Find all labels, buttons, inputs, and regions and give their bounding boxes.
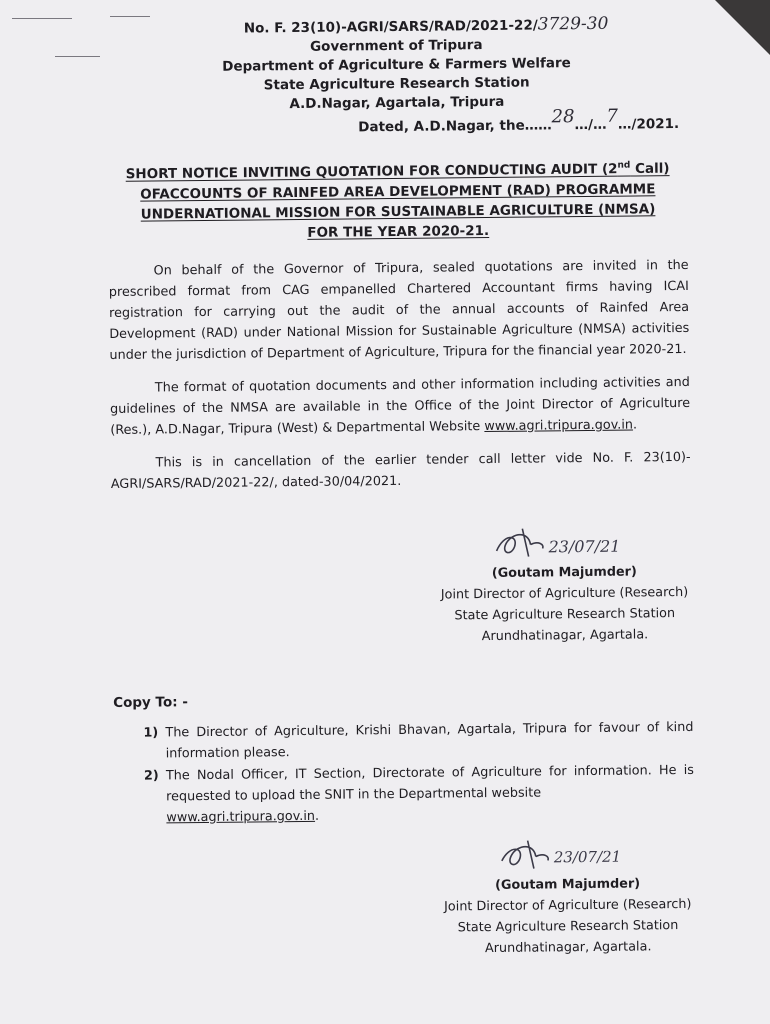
reference-number: No. F. 23(10)-AGRI/SARS/RAD/2021-22/3729-30 bbox=[243, 13, 609, 37]
signatory-office: State Agriculture Research Station bbox=[457, 917, 679, 935]
signatory-designation: Joint Director of Agriculture (Research) bbox=[440, 584, 689, 603]
letter-content bbox=[106, 14, 696, 963]
notice-title: SHORT NOTICE INVITING QUOTATION FOR CONDUCTING AUDIT (2nd Call) OFACCOUNTS OF RAINFED AREA DEVELOPMENT (RAD) PROGRAMME UNDERNATIONAL MISSION FOR SUSTAINABLE AGRICULTURE (NMSA) FOR THE YEAR 2020-21. bbox=[125, 160, 670, 241]
scan-mark bbox=[55, 56, 100, 57]
address-line: A.D.Nagar, Agartala, Tripura bbox=[289, 93, 505, 113]
department-name: Department of Agriculture & Farmers Welfare bbox=[222, 55, 571, 75]
list-item: 2) The Nodal Officer, IT Section, Directorate of Agriculture for information. He is requested to upload the SNIT in the Departmental website www.agri.tripura.gov.in. bbox=[143, 762, 694, 825]
signature-icon bbox=[487, 833, 647, 875]
signatory-place: Arundhatinagar, Agartala. bbox=[481, 626, 649, 644]
paragraph-1: On behalf of the Governor of Tripura, sealed quotations are invited in the prescribed format from CAG empanelled Chartered Accountant firms having ICAI registration for carrying out the audit of the annual accounts of Rainfed Area Development (RAD) under National Mission for Sustainable Agriculture (NMSA) activities under the jurisdiction of Department of Agriculture, Tripura for the financial year 2020-21. bbox=[108, 257, 690, 363]
copy-to-list bbox=[113, 716, 694, 828]
letter-header bbox=[106, 14, 687, 116]
signature-block-2 bbox=[440, 832, 696, 959]
copy-to-label: Copy To: - bbox=[113, 693, 188, 711]
signature-icon bbox=[484, 521, 644, 563]
folded-corner bbox=[715, 0, 770, 55]
station-name: State Agriculture Research Station bbox=[263, 74, 530, 94]
scan-mark bbox=[110, 16, 150, 17]
list-item: 1) The Director of Agriculture, Krishi Bhavan, Agartala, Tripura for favour of kind information please. bbox=[143, 719, 694, 761]
website-link[interactable]: www.agri.tripura.gov.in bbox=[484, 417, 634, 434]
scan-mark bbox=[12, 18, 72, 19]
signatory-office: State Agriculture Research Station bbox=[454, 605, 676, 623]
signatory-name: (Goutam Majumder) bbox=[495, 875, 641, 893]
date-line: Dated, A.D.Nagar, the……28…/…7…/2021. bbox=[358, 105, 680, 136]
government-name: Government of Tripura bbox=[309, 37, 483, 55]
paragraph-2: The format of quotation documents and other information including activities and guidelines of the NMSA are available in the Office of the Joint Director of Agriculture (Res.), A.D.Nagar, Tripura (West) & Departmental Website www.agri.tripura.gov.in. bbox=[109, 374, 691, 438]
signature-date: 23/07/21 bbox=[553, 847, 621, 866]
signatory-place: Arundhatinagar, Agartala. bbox=[484, 938, 652, 956]
signature-date: 23/07/21 bbox=[547, 536, 620, 556]
signatory-name: (Goutam Majumder) bbox=[491, 563, 637, 581]
signature-block-1 bbox=[436, 520, 692, 647]
handwritten-ref: 3729-30 bbox=[537, 13, 609, 35]
website-link[interactable]: www.agri.tripura.gov.in bbox=[166, 808, 316, 825]
signatory-designation: Joint Director of Agriculture (Research) bbox=[444, 896, 692, 915]
paragraph-3: This is in cancellation of the earlier tender call letter vide No. F. 23(10)-AGRI/SARS/RAD/2021-22/, dated-30/04/2021. bbox=[110, 449, 691, 492]
